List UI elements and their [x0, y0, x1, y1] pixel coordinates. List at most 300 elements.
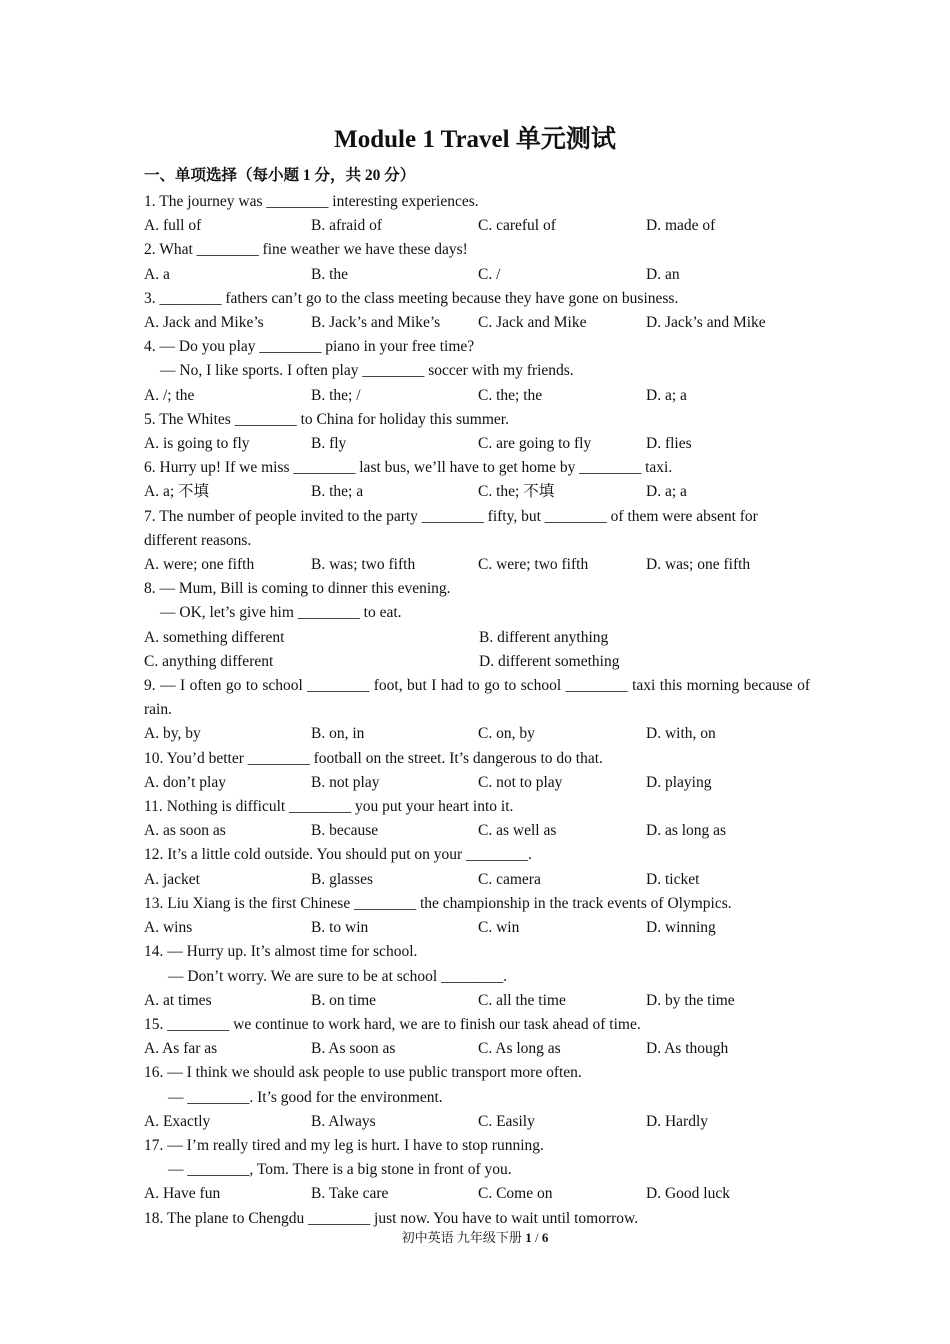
answer-option	[144, 1182, 311, 1206]
question	[144, 238, 810, 286]
dialogue-line: — No, I like sports. I often play ________ soccer with my friends.	[160, 362, 574, 380]
option-text: full of	[162, 217, 202, 235]
option-letter: C.	[478, 919, 493, 937]
question-stem	[144, 1013, 810, 1037]
question-text: — Mum, Bill is coming to dinner this evening.	[159, 580, 451, 598]
option-letter: D.	[646, 773, 662, 791]
option-letter: D.	[646, 919, 662, 937]
question-stem	[144, 1134, 810, 1158]
option-text: not play	[329, 773, 380, 791]
option-text: not to play	[496, 773, 563, 791]
option-text: a; a	[664, 386, 687, 404]
option-letter: C.	[478, 386, 493, 404]
question-stem	[144, 335, 810, 359]
question-text: Hurry up! If we miss ________ last bus, we’ll have to get home by ________ taxi.	[159, 459, 673, 477]
answer-option	[479, 650, 810, 674]
option-text: Jack’s and Mike	[664, 314, 766, 332]
question-text: — Do you play ________ piano in your free time?	[159, 338, 475, 356]
option-letter: A.	[144, 870, 160, 888]
option-letter: A.	[144, 725, 160, 743]
option-letter: C.	[478, 1185, 493, 1203]
question-text: — I think we should ask people to use public transport more often.	[167, 1064, 582, 1082]
answer-option	[311, 819, 478, 843]
option-letter: A.	[144, 265, 160, 283]
question-stem	[144, 408, 810, 432]
option-letter: D.	[646, 314, 662, 332]
option-letter: B.	[311, 1112, 326, 1130]
question	[144, 674, 810, 747]
option-text: a	[162, 265, 170, 283]
option-text: by, by	[162, 725, 201, 743]
option-text: Easily	[496, 1112, 535, 1130]
option-text: Jack’s and Mike’s	[329, 314, 441, 332]
question-text: ________ fathers can’t go to the class meeting because they have gone on business.	[159, 289, 679, 307]
option-row	[144, 868, 810, 892]
question-number: 6.	[144, 459, 156, 477]
answer-option	[478, 771, 646, 795]
option-text: Jack and Mike	[496, 314, 587, 332]
option-letter: D.	[646, 217, 662, 235]
answer-option	[646, 771, 810, 795]
answer-option	[311, 771, 478, 795]
answer-option	[144, 868, 311, 892]
option-text: are going to fly	[496, 435, 592, 453]
option-text: something different	[162, 628, 285, 646]
answer-option	[144, 480, 311, 504]
answer-option	[646, 553, 810, 577]
question-number: 4.	[144, 338, 156, 356]
question-text: The Whites ________ to China for holiday this summer.	[159, 410, 509, 428]
option-text: were; one fifth	[162, 556, 255, 574]
footer-page-total: 6	[541, 1230, 549, 1245]
question-text: The plane to Chengdu ________ just now. You have to wait until tomorrow.	[166, 1209, 639, 1227]
option-text: playing	[664, 773, 712, 791]
answer-option	[646, 432, 810, 456]
question	[144, 892, 810, 940]
option-text: made of	[664, 217, 716, 235]
footer-page-number: 1	[525, 1230, 532, 1245]
option-letter: A.	[144, 217, 160, 235]
option-letter: C.	[478, 725, 493, 743]
question	[144, 747, 810, 795]
option-letter: D.	[646, 386, 662, 404]
question-stem	[144, 238, 810, 262]
answer-option	[646, 311, 810, 335]
option-letter: B.	[311, 1185, 326, 1203]
option-letter: A.	[144, 1185, 160, 1203]
option-text: on, in	[329, 725, 365, 743]
answer-option	[311, 1182, 478, 1206]
answer-option	[478, 1037, 646, 1061]
option-text: an	[664, 265, 680, 283]
option-text: was; one fifth	[664, 556, 751, 574]
option-row	[144, 384, 810, 408]
answer-option	[311, 868, 478, 892]
option-letter: B.	[311, 265, 326, 283]
option-letter: A.	[144, 919, 160, 937]
answer-option	[646, 989, 810, 1013]
question-number: 11.	[144, 798, 163, 816]
option-text: the; /	[329, 386, 361, 404]
option-row	[144, 214, 810, 238]
answer-option	[144, 722, 311, 746]
answer-option	[144, 1110, 311, 1134]
question-number: 12.	[144, 846, 164, 864]
option-letter: C.	[478, 314, 493, 332]
option-letter: C.	[478, 265, 493, 283]
option-text: jacket	[162, 870, 200, 888]
question-number: 15.	[144, 1015, 164, 1033]
option-letter: C.	[478, 556, 493, 574]
page-title: Module 1 Travel 单元测试	[334, 126, 616, 153]
answer-option	[144, 650, 479, 674]
page-footer	[0, 1228, 950, 1248]
option-text: Hardly	[664, 1112, 708, 1130]
option-letter: C.	[478, 435, 493, 453]
question-stem	[144, 505, 810, 553]
answer-option	[311, 432, 478, 456]
answer-option	[144, 432, 311, 456]
answer-option	[311, 722, 478, 746]
answer-option	[478, 432, 646, 456]
question	[144, 1134, 810, 1207]
question-stem	[144, 577, 810, 601]
option-letter: B.	[311, 773, 326, 791]
answer-option	[144, 384, 311, 408]
option-text: Jack and Mike’s	[162, 314, 264, 332]
option-text: on, by	[496, 725, 535, 743]
option-text: Have fun	[162, 1185, 221, 1203]
answer-option	[144, 989, 311, 1013]
question-text: The journey was ________ interesting experiences.	[159, 193, 479, 210]
option-text: wins	[162, 919, 193, 937]
option-letter: C.	[478, 217, 493, 235]
option-text: with, on	[664, 725, 716, 743]
option-letter: B.	[311, 870, 326, 888]
option-letter: B.	[311, 1040, 326, 1058]
answer-option	[311, 989, 478, 1013]
option-text: by the time	[664, 991, 735, 1009]
question-number: 7.	[144, 507, 156, 525]
question	[144, 287, 810, 335]
answer-option	[478, 1110, 646, 1134]
option-letter: D.	[646, 1112, 662, 1130]
option-letter: D.	[646, 870, 662, 888]
option-letter: D.	[646, 265, 662, 283]
question-number: 17.	[144, 1136, 164, 1154]
answer-option	[478, 1182, 646, 1206]
answer-option	[478, 989, 646, 1013]
answer-option	[144, 214, 311, 238]
option-text: different anything	[497, 628, 609, 646]
question-stem	[144, 674, 810, 722]
option-letter: A.	[144, 435, 160, 453]
answer-option	[311, 311, 478, 335]
option-letter: A.	[144, 556, 160, 574]
option-text: was; two fifth	[329, 556, 416, 574]
option-letter: D.	[646, 556, 662, 574]
option-text: As though	[664, 1040, 729, 1058]
option-text: different something	[497, 652, 620, 670]
answer-option	[646, 722, 810, 746]
answer-option	[311, 916, 478, 940]
option-letter: A.	[144, 483, 160, 501]
option-text: don’t play	[162, 773, 226, 791]
answer-option	[144, 311, 311, 335]
option-row	[144, 311, 810, 335]
option-letter: A.	[144, 773, 160, 791]
answer-option	[646, 1182, 810, 1206]
answer-option	[478, 480, 646, 504]
option-text: a; 不填	[162, 483, 210, 501]
answer-option	[478, 868, 646, 892]
option-row	[144, 1037, 810, 1061]
option-text: as well as	[496, 822, 557, 840]
question	[144, 843, 810, 891]
option-letter: A.	[144, 386, 160, 404]
option-text: Exactly	[162, 1112, 211, 1130]
option-text: is going to fly	[162, 435, 250, 453]
option-text: to win	[329, 919, 369, 937]
question-number: 16.	[144, 1064, 164, 1082]
option-row	[144, 263, 810, 287]
option-text: as soon as	[162, 822, 226, 840]
option-text: camera	[496, 870, 541, 888]
option-letter: B.	[311, 991, 326, 1009]
option-letter: D.	[646, 991, 662, 1009]
option-text: Take care	[328, 1185, 389, 1203]
question-text: — Hurry up. It’s almost time for school.	[167, 943, 418, 961]
option-text: As far as	[162, 1040, 218, 1058]
option-letter: C.	[478, 870, 493, 888]
option-letter: C.	[478, 1040, 493, 1058]
answer-option	[144, 1037, 311, 1061]
option-row	[144, 722, 810, 746]
option-letter: D.	[646, 1040, 662, 1058]
option-letter: D.	[646, 822, 662, 840]
option-letter: C.	[478, 1112, 493, 1130]
dialogue-line: — ________. It’s good for the environment.	[168, 1088, 443, 1106]
answer-option	[144, 916, 311, 940]
option-letter: A.	[144, 1040, 160, 1058]
answer-option	[478, 311, 646, 335]
option-text: at times	[162, 991, 212, 1009]
option-letter: C.	[144, 652, 159, 670]
answer-option	[311, 384, 478, 408]
question-stem	[144, 795, 810, 819]
option-text: Good luck	[664, 1185, 730, 1203]
option-text: on time	[329, 991, 377, 1009]
option-row	[144, 1182, 810, 1206]
answer-option	[646, 1110, 810, 1134]
option-text: win	[496, 919, 520, 937]
option-text: because	[329, 822, 379, 840]
question-number: 18.	[144, 1209, 164, 1227]
option-text: Come on	[496, 1185, 553, 1203]
dialogue-line: — ________, Tom. There is a big stone in front of you.	[168, 1161, 512, 1179]
question-number: 14.	[144, 943, 164, 961]
question	[144, 1013, 810, 1061]
question-stem	[144, 287, 810, 311]
option-letter: B.	[311, 822, 326, 840]
option-row	[144, 480, 810, 504]
answer-option	[478, 263, 646, 287]
option-text: flies	[664, 435, 692, 453]
option-letter: B.	[311, 217, 326, 235]
dialogue-line: — OK, let’s give him ________ to eat.	[160, 604, 402, 622]
footer-course: 初中英语 九年级下册	[401, 1230, 522, 1245]
option-letter: D.	[479, 652, 495, 670]
option-letter: C.	[478, 822, 493, 840]
option-letter: D.	[646, 483, 662, 501]
option-letter: B.	[311, 556, 326, 574]
answer-option	[646, 214, 810, 238]
answer-option	[646, 916, 810, 940]
question-stem	[144, 747, 810, 771]
answer-option	[646, 384, 810, 408]
answer-option	[478, 553, 646, 577]
question-stem	[144, 843, 810, 867]
option-row	[144, 1110, 810, 1134]
option-letter: C.	[478, 483, 493, 501]
option-text: were; two fifth	[496, 556, 589, 574]
question	[144, 335, 810, 408]
question-text: You’d better ________ football on the street. It’s dangerous to do that.	[166, 749, 603, 767]
question-stem	[144, 892, 810, 916]
option-text: the; the	[496, 386, 543, 404]
option-letter: B.	[311, 725, 326, 743]
option-text: winning	[664, 919, 716, 937]
question	[144, 456, 810, 504]
answer-option	[144, 771, 311, 795]
question	[144, 795, 810, 843]
option-row	[144, 916, 810, 940]
option-text: all the time	[496, 991, 566, 1009]
option-letter: D.	[646, 1185, 662, 1203]
answer-option	[311, 1037, 478, 1061]
option-letter: B.	[311, 314, 326, 332]
option-text: a; a	[664, 483, 687, 501]
question-list	[144, 190, 810, 1231]
option-text: the; a	[329, 483, 364, 501]
answer-option	[646, 480, 810, 504]
answer-option	[478, 214, 646, 238]
option-text: glasses	[329, 870, 374, 888]
option-row	[144, 989, 810, 1013]
option-row	[144, 771, 810, 795]
question-text: ________ we continue to work hard, we are to finish our task ahead of time.	[167, 1015, 641, 1033]
option-text: the	[329, 265, 349, 283]
question	[144, 408, 810, 456]
question-stem	[144, 1061, 810, 1085]
answer-option	[144, 263, 311, 287]
question-text: — I often go to school ________ foot, but I had to go to school ________ taxi this morning because of rain.	[144, 677, 810, 719]
answer-option	[646, 1037, 810, 1061]
option-text: the; 不填	[496, 483, 555, 501]
option-text: afraid of	[329, 217, 383, 235]
question	[144, 505, 810, 578]
option-text: /; the	[162, 386, 195, 404]
footer-separator: /	[534, 1230, 539, 1245]
option-text: fly	[329, 435, 347, 453]
option-letter: A.	[144, 628, 160, 646]
option-letter: C.	[478, 991, 493, 1009]
option-text: Always	[328, 1112, 376, 1130]
question-stem	[144, 456, 810, 480]
option-text: ticket	[664, 870, 700, 888]
option-letter: A.	[144, 1112, 160, 1130]
option-text: as long as	[664, 822, 727, 840]
option-letter: B.	[311, 483, 326, 501]
answer-option	[311, 263, 478, 287]
option-letter: B.	[479, 628, 494, 646]
question-text: Nothing is difficult ________ you put your heart into it.	[166, 798, 514, 816]
answer-option	[646, 263, 810, 287]
question-text: Liu Xiang is the first Chinese ________ the championship in the track events of Olympics.	[167, 894, 732, 912]
answer-option	[144, 819, 311, 843]
question-number: 8.	[144, 580, 156, 598]
question-stem	[144, 940, 810, 964]
answer-option	[144, 626, 479, 650]
answer-option	[311, 214, 478, 238]
option-letter: D.	[646, 725, 662, 743]
question-number: 3.	[144, 289, 156, 307]
option-letter: A.	[144, 822, 160, 840]
question-number: 13.	[144, 894, 164, 912]
answer-option	[478, 916, 646, 940]
answer-option	[646, 868, 810, 892]
option-row	[144, 626, 810, 674]
option-text: careful of	[496, 217, 556, 235]
option-text: anything different	[162, 652, 274, 670]
answer-option	[478, 384, 646, 408]
option-letter: A.	[144, 314, 160, 332]
question	[144, 190, 810, 238]
answer-option	[478, 819, 646, 843]
option-text: As soon as	[328, 1040, 396, 1058]
question-text: — I’m really tired and my leg is hurt. I have to stop running.	[167, 1136, 544, 1154]
option-text: As long as	[495, 1040, 561, 1058]
question-text: The number of people invited to the party ________ fifty, but ________ of them were absent for different reasons.	[144, 507, 758, 549]
option-letter: B.	[311, 386, 326, 404]
question-number: 5.	[144, 410, 156, 428]
question-number: 1.	[144, 193, 156, 210]
question	[144, 577, 810, 674]
answer-option	[311, 480, 478, 504]
answer-option	[478, 722, 646, 746]
option-letter: B.	[311, 435, 326, 453]
question-number: 2.	[144, 241, 156, 259]
option-row	[144, 432, 810, 456]
question	[144, 1061, 810, 1134]
option-row	[144, 553, 810, 577]
section-heading: 一、单项选择（每小题 1 分，共 20 分）	[144, 167, 416, 184]
question-text: It’s a little cold outside. You should put on your ________.	[167, 846, 532, 864]
option-letter: D.	[646, 435, 662, 453]
question-text: What ________ fine weather we have these days!	[159, 241, 468, 259]
option-text: /	[496, 265, 501, 283]
answer-option	[646, 819, 810, 843]
answer-option	[144, 553, 311, 577]
question	[144, 940, 810, 1013]
question-stem	[144, 190, 810, 214]
answer-option	[311, 1110, 478, 1134]
answer-option	[311, 553, 478, 577]
option-letter: C.	[478, 773, 493, 791]
question-number: 10.	[144, 749, 164, 767]
option-letter: B.	[311, 919, 326, 937]
option-row	[144, 819, 810, 843]
